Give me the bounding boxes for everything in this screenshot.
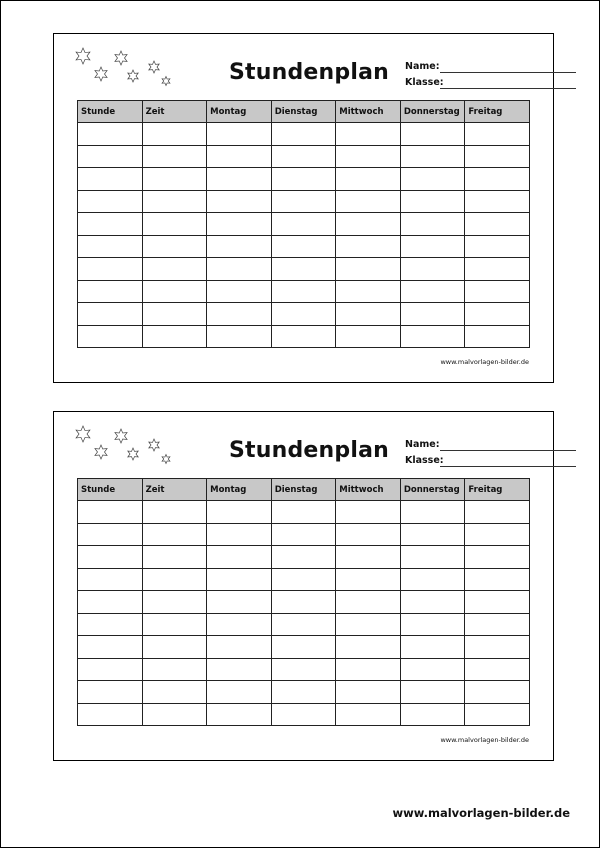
table-cell[interactable] <box>465 280 530 303</box>
star-icon <box>115 429 127 443</box>
table-row <box>78 258 530 281</box>
table-cell[interactable] <box>207 703 272 726</box>
table-row <box>78 145 530 168</box>
table-cell[interactable] <box>78 145 143 168</box>
table-cell[interactable] <box>78 681 143 704</box>
table-cell[interactable] <box>271 280 336 303</box>
table-row <box>78 123 530 146</box>
table-cell[interactable] <box>336 280 401 303</box>
col-header-stunde: Stunde <box>78 101 143 123</box>
table-cell[interactable] <box>207 591 272 614</box>
col-header-dienstag: Dienstag <box>271 101 336 123</box>
table-cell[interactable] <box>400 546 465 569</box>
name-line[interactable] <box>440 450 576 451</box>
star-icon <box>149 61 159 73</box>
table-cell[interactable] <box>271 145 336 168</box>
table-cell[interactable] <box>336 658 401 681</box>
klasse-label: Klasse: <box>405 455 444 466</box>
table-row <box>78 213 530 236</box>
table-cell[interactable] <box>465 258 530 281</box>
table-cell[interactable] <box>465 190 530 213</box>
table-cell[interactable] <box>142 501 207 524</box>
col-header-dienstag: Dienstag <box>271 479 336 501</box>
table-cell[interactable] <box>400 123 465 146</box>
timetable <box>77 478 530 726</box>
card-title: Stundenplan <box>229 438 390 463</box>
col-header-donnerstag: Donnerstag <box>400 101 465 123</box>
table-cell[interactable] <box>400 703 465 726</box>
table-cell[interactable] <box>78 168 143 191</box>
col-header-freitag: Freitag <box>465 479 530 501</box>
table-cell[interactable] <box>336 235 401 258</box>
star-icon <box>76 48 90 64</box>
table-cell[interactable] <box>207 303 272 326</box>
table-cell[interactable] <box>465 123 530 146</box>
table-cell[interactable] <box>142 258 207 281</box>
table-cell[interactable] <box>400 658 465 681</box>
table-cell[interactable] <box>400 258 465 281</box>
table-cell[interactable] <box>78 303 143 326</box>
table-cell[interactable] <box>207 636 272 659</box>
table-cell[interactable] <box>142 325 207 348</box>
table-cell[interactable] <box>78 235 143 258</box>
table-cell[interactable] <box>336 568 401 591</box>
table-cell[interactable] <box>400 235 465 258</box>
table-row <box>78 501 530 524</box>
table-cell[interactable] <box>142 658 207 681</box>
table-cell[interactable] <box>78 636 143 659</box>
table-cell[interactable] <box>465 145 530 168</box>
table-cell[interactable] <box>271 568 336 591</box>
table-cell[interactable] <box>78 258 143 281</box>
table-cell[interactable] <box>78 703 143 726</box>
table-row <box>78 523 530 546</box>
table-cell[interactable] <box>400 591 465 614</box>
page-credit: www.malvorlagen-bilder.de <box>392 806 570 820</box>
table-cell[interactable] <box>142 523 207 546</box>
card-credit: www.malvorlagen-bilder.de <box>440 358 529 366</box>
table-cell[interactable] <box>336 703 401 726</box>
table-cell[interactable] <box>465 568 530 591</box>
name-field[interactable] <box>405 439 530 453</box>
table-cell[interactable] <box>207 681 272 704</box>
table-cell[interactable] <box>271 235 336 258</box>
table-cell[interactable] <box>78 190 143 213</box>
klasse-line[interactable] <box>440 88 576 89</box>
table-cell[interactable] <box>78 123 143 146</box>
stars-decoration-icon <box>74 424 174 469</box>
table-cell[interactable] <box>336 613 401 636</box>
table-cell[interactable] <box>142 703 207 726</box>
table-cell[interactable] <box>78 658 143 681</box>
table-row <box>78 658 530 681</box>
col-header-freitag: Freitag <box>465 101 530 123</box>
card-credit: www.malvorlagen-bilder.de <box>440 736 529 744</box>
table-cell[interactable] <box>336 591 401 614</box>
timetable-body <box>78 501 530 726</box>
table-cell[interactable] <box>142 613 207 636</box>
name-label: Name: <box>405 439 440 450</box>
col-header-donnerstag: Donnerstag <box>400 479 465 501</box>
table-cell[interactable] <box>78 213 143 236</box>
table-cell[interactable] <box>207 523 272 546</box>
star-icon <box>76 426 90 442</box>
table-cell[interactable] <box>271 546 336 569</box>
col-header-mittwoch: Mittwoch <box>336 101 401 123</box>
table-cell[interactable] <box>78 280 143 303</box>
table-cell[interactable] <box>465 213 530 236</box>
table-row <box>78 168 530 191</box>
table-cell[interactable] <box>465 591 530 614</box>
table-cell[interactable] <box>465 303 530 326</box>
table-cell[interactable] <box>336 190 401 213</box>
table-cell[interactable] <box>207 546 272 569</box>
table-cell[interactable] <box>207 658 272 681</box>
table-cell[interactable] <box>465 325 530 348</box>
table-cell[interactable] <box>336 213 401 236</box>
table-cell[interactable] <box>271 681 336 704</box>
table-cell[interactable] <box>207 280 272 303</box>
table-cell[interactable] <box>400 325 465 348</box>
table-cell[interactable] <box>271 325 336 348</box>
table-cell[interactable] <box>271 636 336 659</box>
table-cell[interactable] <box>400 613 465 636</box>
klasse-field[interactable] <box>405 77 530 91</box>
table-cell[interactable] <box>78 613 143 636</box>
table-row <box>78 303 530 326</box>
star-icon <box>162 455 170 464</box>
table-cell[interactable] <box>142 568 207 591</box>
table-cell[interactable] <box>142 591 207 614</box>
table-cell[interactable] <box>465 235 530 258</box>
timetable-card-1 <box>53 33 554 383</box>
klasse-field[interactable] <box>405 455 530 469</box>
table-cell[interactable] <box>142 546 207 569</box>
table-row <box>78 325 530 348</box>
table-cell[interactable] <box>271 190 336 213</box>
stars-decoration-icon <box>74 46 174 91</box>
star-icon <box>95 445 107 459</box>
table-cell[interactable] <box>142 123 207 146</box>
table-cell[interactable] <box>271 258 336 281</box>
col-header-montag: Montag <box>207 101 272 123</box>
table-cell[interactable] <box>142 280 207 303</box>
table-cell[interactable] <box>271 501 336 524</box>
table-cell[interactable] <box>336 325 401 348</box>
table-cell[interactable] <box>400 280 465 303</box>
table-cell[interactable] <box>207 613 272 636</box>
table-cell[interactable] <box>207 123 272 146</box>
table-cell[interactable] <box>271 523 336 546</box>
stars-svg <box>74 46 174 91</box>
table-cell[interactable] <box>465 636 530 659</box>
table-row <box>78 703 530 726</box>
table-cell[interactable] <box>207 145 272 168</box>
table-cell[interactable] <box>400 213 465 236</box>
table-cell[interactable] <box>271 303 336 326</box>
table-cell[interactable] <box>78 546 143 569</box>
table-row <box>78 546 530 569</box>
table-cell[interactable] <box>207 213 272 236</box>
table-cell[interactable] <box>142 213 207 236</box>
table-cell[interactable] <box>207 235 272 258</box>
table-cell[interactable] <box>400 303 465 326</box>
name-field[interactable] <box>405 61 530 75</box>
star-icon <box>128 70 138 82</box>
table-cell[interactable] <box>78 501 143 524</box>
table-cell[interactable] <box>78 568 143 591</box>
table-cell[interactable] <box>142 190 207 213</box>
table-cell[interactable] <box>465 658 530 681</box>
table-cell[interactable] <box>465 546 530 569</box>
table-cell[interactable] <box>142 235 207 258</box>
table-cell[interactable] <box>336 145 401 168</box>
table-cell[interactable] <box>400 568 465 591</box>
table-cell[interactable] <box>465 168 530 191</box>
table-cell[interactable] <box>271 213 336 236</box>
table-cell[interactable] <box>78 523 143 546</box>
table-cell[interactable] <box>465 681 530 704</box>
table-cell[interactable] <box>142 145 207 168</box>
table-cell[interactable] <box>465 501 530 524</box>
table-cell[interactable] <box>400 681 465 704</box>
table-cell[interactable] <box>142 168 207 191</box>
table-cell[interactable] <box>336 168 401 191</box>
table-cell[interactable] <box>207 190 272 213</box>
table-cell[interactable] <box>271 591 336 614</box>
name-label: Name: <box>405 61 440 72</box>
table-cell[interactable] <box>207 258 272 281</box>
col-header-stunde: Stunde <box>78 479 143 501</box>
table-row <box>78 280 530 303</box>
table-row <box>78 681 530 704</box>
table-cell[interactable] <box>78 325 143 348</box>
table-row <box>78 190 530 213</box>
table-cell[interactable] <box>400 145 465 168</box>
table-cell[interactable] <box>465 523 530 546</box>
header-row <box>78 479 530 501</box>
col-header-zeit: Zeit <box>142 101 207 123</box>
table-cell[interactable] <box>336 123 401 146</box>
col-header-zeit: Zeit <box>142 479 207 501</box>
star-icon <box>115 51 127 65</box>
star-icon <box>128 448 138 460</box>
table-cell[interactable] <box>271 168 336 191</box>
table-cell[interactable] <box>336 501 401 524</box>
table-cell[interactable] <box>271 613 336 636</box>
table-cell[interactable] <box>400 523 465 546</box>
klasse-line[interactable] <box>440 466 576 467</box>
timetable-card-2 <box>53 411 554 761</box>
table-row <box>78 591 530 614</box>
klasse-label: Klasse: <box>405 77 444 88</box>
table-cell[interactable] <box>207 168 272 191</box>
table-cell[interactable] <box>400 190 465 213</box>
table-cell[interactable] <box>142 636 207 659</box>
table-cell[interactable] <box>78 591 143 614</box>
table-row <box>78 235 530 258</box>
table-cell[interactable] <box>400 168 465 191</box>
table-cell[interactable] <box>336 681 401 704</box>
table-cell[interactable] <box>271 123 336 146</box>
table-cell[interactable] <box>465 703 530 726</box>
table-cell[interactable] <box>336 303 401 326</box>
table-cell[interactable] <box>207 325 272 348</box>
star-icon <box>95 67 107 81</box>
table-row <box>78 636 530 659</box>
table-cell[interactable] <box>465 613 530 636</box>
star-icon <box>149 439 159 451</box>
table-cell[interactable] <box>400 501 465 524</box>
table-cell[interactable] <box>336 523 401 546</box>
table-cell[interactable] <box>400 636 465 659</box>
table-row <box>78 568 530 591</box>
table-cell[interactable] <box>207 568 272 591</box>
stars-svg <box>74 424 174 469</box>
header-row <box>78 101 530 123</box>
table-cell[interactable] <box>271 703 336 726</box>
table-cell[interactable] <box>336 258 401 281</box>
star-icon <box>162 77 170 86</box>
table-cell[interactable] <box>271 658 336 681</box>
table-cell[interactable] <box>336 636 401 659</box>
col-header-mittwoch: Mittwoch <box>336 479 401 501</box>
table-cell[interactable] <box>142 681 207 704</box>
timetable-body <box>78 123 530 348</box>
col-header-montag: Montag <box>207 479 272 501</box>
timetable <box>77 100 530 348</box>
name-line[interactable] <box>440 72 576 73</box>
table-cell[interactable] <box>336 546 401 569</box>
card-title: Stundenplan <box>229 60 390 85</box>
table-cell[interactable] <box>142 303 207 326</box>
table-row <box>78 613 530 636</box>
table-cell[interactable] <box>207 501 272 524</box>
